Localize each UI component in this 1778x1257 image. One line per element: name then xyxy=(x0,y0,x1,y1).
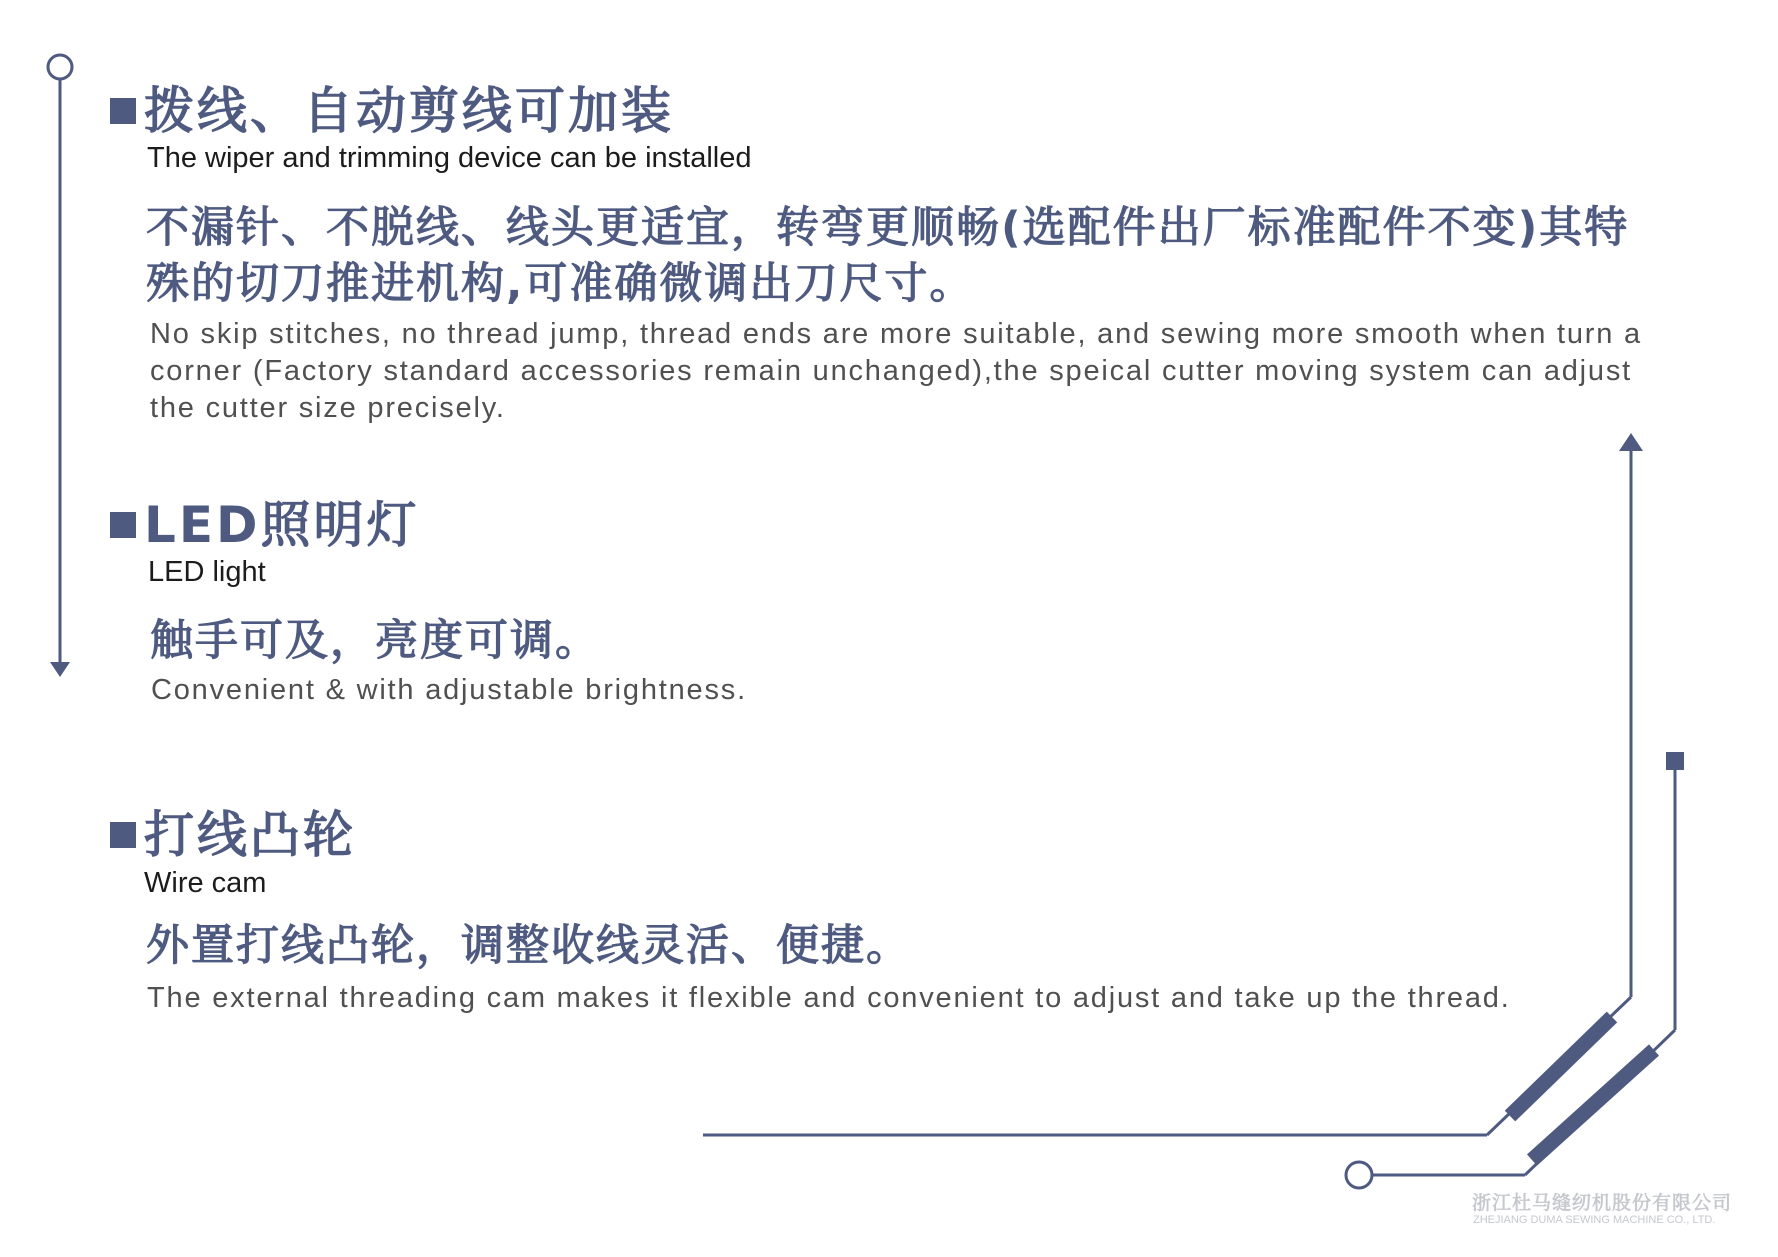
description-en-line: the cutter size precisely. xyxy=(150,392,506,424)
square-bullet-icon xyxy=(110,98,136,124)
description-en-line: corner (Factory standard accessories remain unchanged),the speical cutter moving system can adjust xyxy=(150,355,1633,387)
square-terminal-icon xyxy=(1666,752,1684,770)
section-title-cn: 打线凸轮 xyxy=(144,806,356,864)
section-title-cn: 拨线、自动剪线可加装 xyxy=(144,82,674,140)
section-description-cn xyxy=(150,613,600,669)
section-description-cn xyxy=(146,200,1629,312)
top-left-ring-icon xyxy=(48,55,72,79)
description-cn-line: 外置打线凸轮，调整收线灵活、便捷。 xyxy=(146,921,911,971)
down-arrow-icon xyxy=(50,662,70,677)
description-cn-line: 触手可及，亮度可调。 xyxy=(150,616,600,666)
section-description-en xyxy=(151,672,747,709)
up-arrow-icon xyxy=(1619,433,1643,451)
square-bullet-icon xyxy=(110,822,136,848)
section-wire-cam-heading xyxy=(110,806,356,864)
square-bullet-icon xyxy=(110,512,136,538)
section-description-cn xyxy=(146,918,911,974)
description-en-line: The external threading cam makes it flexible and convenient to adjust and take up the thread. xyxy=(147,982,1511,1014)
section-title-en: LED light xyxy=(148,556,266,588)
section-wiper-trimming-heading xyxy=(110,82,674,140)
description-cn-line: 殊的切刀推进机构,可准确微调出刀尺寸。 xyxy=(146,259,975,309)
section-title-en: The wiper and trimming device can be installed xyxy=(147,142,752,174)
section-title-en: Wire cam xyxy=(144,867,267,899)
company-logo-name-cn: 浙江杜马缝纫机股份有限公司 xyxy=(1472,1192,1733,1214)
section-led-light-heading xyxy=(110,496,420,554)
description-en-line: No skip stitches, no thread jump, thread ends are more suitable, and sewing more smooth when turn a xyxy=(150,318,1642,350)
section-title-cn: LED照明灯 xyxy=(144,496,420,554)
description-cn-line: 不漏针、不脱线、线头更适宜，转弯更顺畅(选配件出厂标准配件不变)其特 xyxy=(146,203,1630,253)
company-logo-name-en: ZHEJIANG DUMA SEWING MACHINE CO., LTD. xyxy=(1473,1214,1716,1226)
bottom-ring-icon xyxy=(1346,1162,1372,1188)
section-description-en xyxy=(150,316,1642,427)
section-description-en xyxy=(147,980,1511,1017)
description-en-line: Convenient & with adjustable brightness. xyxy=(151,674,747,706)
